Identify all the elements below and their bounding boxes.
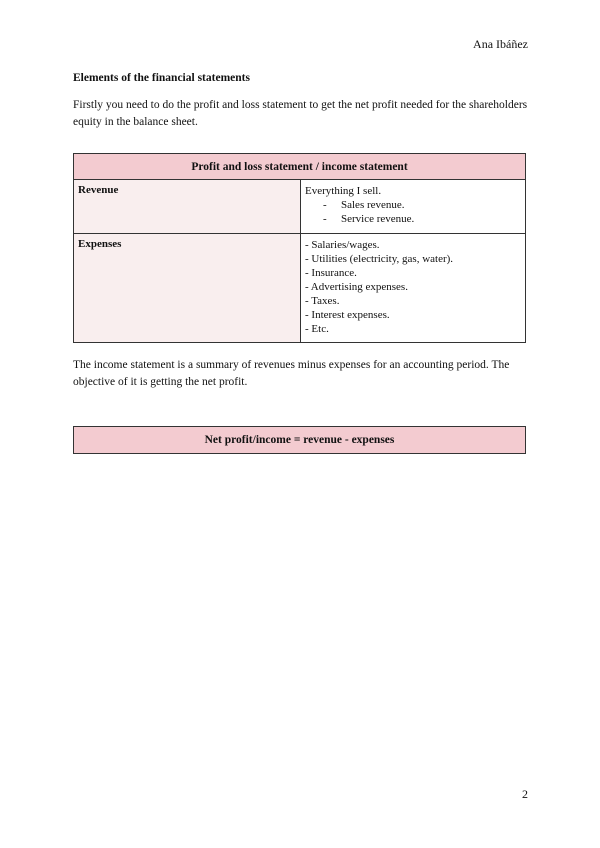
list-item: - Insurance.	[305, 267, 357, 279]
list-item: - Advertising expenses.	[305, 281, 408, 293]
profit-loss-table	[73, 153, 526, 343]
expenses-label: Expenses	[74, 234, 301, 343]
list-item: - Taxes.	[305, 295, 340, 307]
list-item: - Etc.	[305, 323, 329, 335]
expenses-items	[305, 238, 521, 336]
list-item: - Interest expenses.	[305, 309, 390, 321]
net-profit-formula: Net profit/income = revenue - expenses	[73, 426, 526, 454]
intro-paragraph: Firstly you need to do the profit and loss statement to get the net profit needed for the shareholders equity in the balance sheet.	[73, 99, 528, 128]
author-name: Ana Ibáñez	[473, 37, 528, 51]
revenue-main: Everything I sell.	[305, 185, 382, 197]
table-row-revenue	[74, 180, 526, 234]
section-title: Elements of the financial statements	[73, 72, 250, 84]
revenue-value-cell	[301, 180, 526, 234]
list-item: - Salaries/wages.	[305, 239, 380, 251]
list-item: - Service revenue.	[323, 212, 521, 226]
revenue-items	[305, 198, 521, 226]
list-item: - Utilities (electricity, gas, water).	[305, 253, 454, 265]
table-title: Profit and loss statement / income statement	[74, 154, 526, 180]
expenses-value-cell	[301, 234, 526, 343]
revenue-label: Revenue	[74, 180, 301, 234]
table-row-expenses	[74, 234, 526, 343]
summary-paragraph: The income statement is a summary of revenues minus expenses for an accounting period. The objective of it is getting the net profit.	[73, 359, 510, 388]
list-item: - Sales revenue.	[323, 198, 521, 212]
page-number: 2	[522, 787, 528, 801]
